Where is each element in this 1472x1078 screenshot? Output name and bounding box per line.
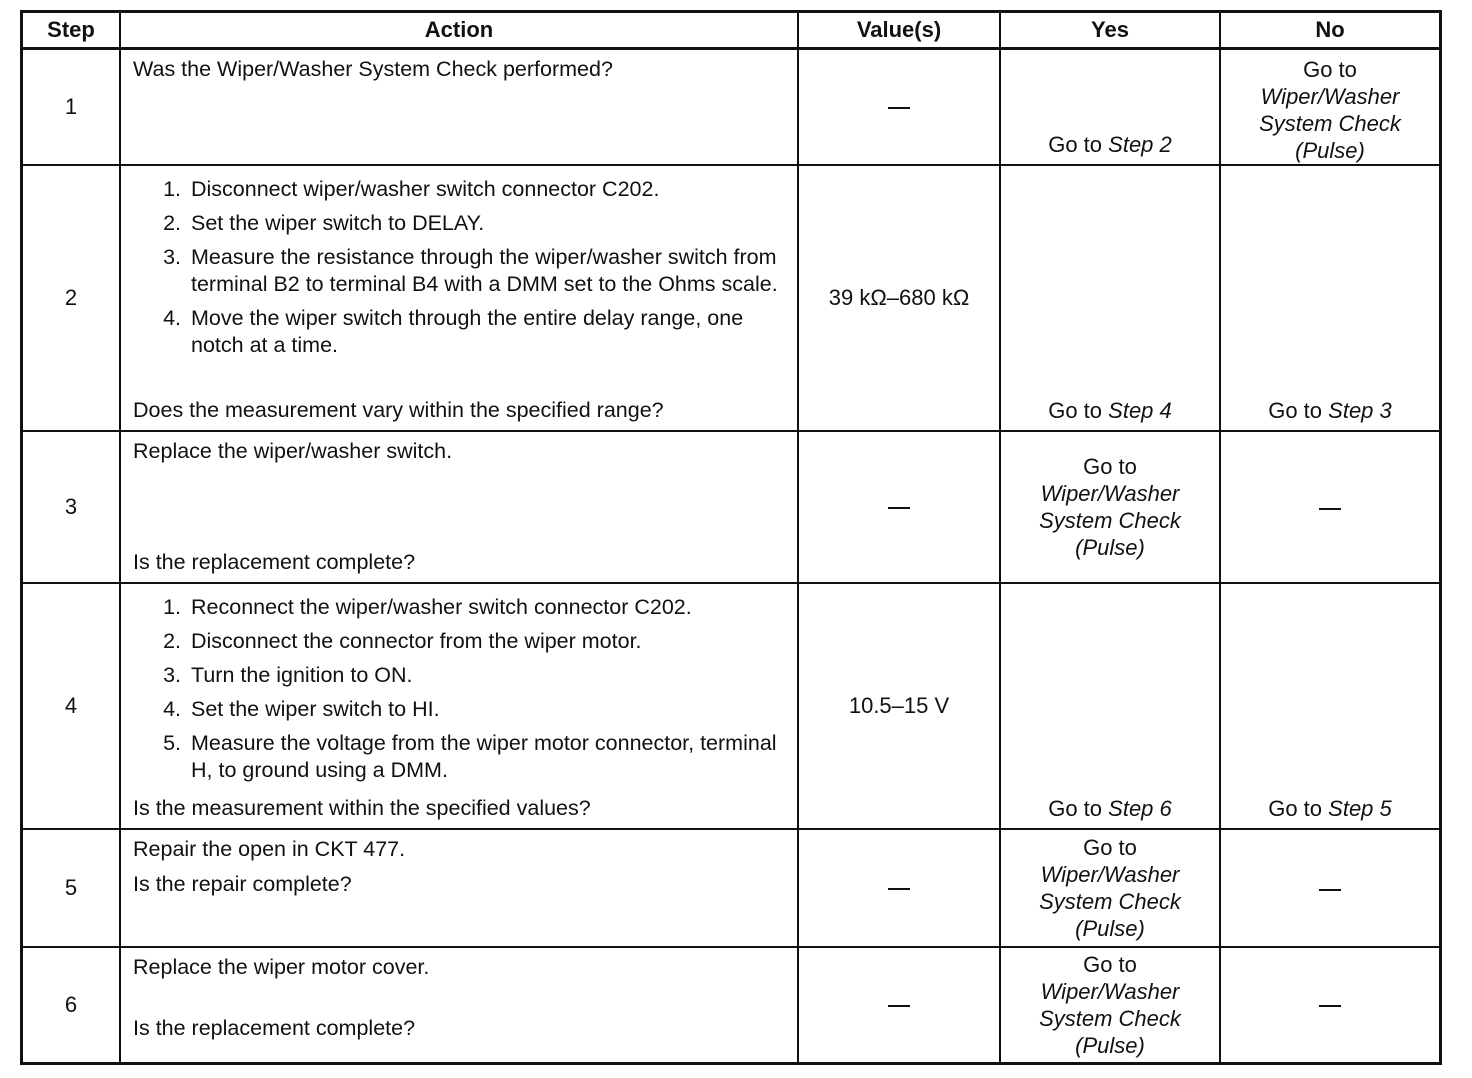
procedure-step: 3. Measure the resistance through the wiper/washer switch from terminal B2 to terminal B4 with a DMM set to the Ohms scale. xyxy=(187,244,787,298)
yes-ref[interactable]: Step 4 xyxy=(1108,398,1172,423)
step-number: 4 xyxy=(22,583,121,829)
action-cell xyxy=(120,431,798,583)
step-number: 1 xyxy=(22,49,121,166)
no-cell xyxy=(1220,49,1441,166)
yes-ref[interactable]: Step 2 xyxy=(1108,132,1172,157)
no-ref[interactable]: Step 3 xyxy=(1328,398,1392,423)
procedure-step: 4. Set the wiper switch to HI. xyxy=(187,696,787,723)
dash-mark xyxy=(888,1005,910,1007)
diagnostic-table xyxy=(20,10,1442,1065)
yes-cell xyxy=(1000,947,1220,1063)
no-cell xyxy=(1220,829,1441,947)
step-number: 2 xyxy=(22,165,121,431)
procedure-step: 1. Reconnect the wiper/washer switch connector C202. xyxy=(187,594,787,621)
yes-prefix: Go to xyxy=(1083,835,1137,860)
action-text: Replace the wiper/washer switch. xyxy=(133,439,453,463)
value-cell xyxy=(798,431,1000,583)
procedure-list xyxy=(133,176,787,366)
header-step: Step xyxy=(22,12,121,49)
value-cell xyxy=(798,829,1000,947)
dash-mark xyxy=(1319,889,1341,891)
dash-mark xyxy=(888,507,910,509)
action-text: Repair the open in CKT 477. xyxy=(133,837,406,861)
yes-prefix: Go to xyxy=(1048,132,1103,157)
procedure-step: 5. Measure the voltage from the wiper motor connector, terminal H, to ground using a DMM. xyxy=(187,730,787,784)
value-cell: 10.5–15 V xyxy=(798,583,1000,829)
yes-ref[interactable]: Wiper/Washer System Check (Pulse) xyxy=(1039,978,1181,1058)
header-action: Action xyxy=(120,12,798,49)
header-row xyxy=(22,12,1441,49)
no-prefix: Go to xyxy=(1268,796,1323,821)
action-cell xyxy=(120,165,798,431)
action-question: Is the replacement complete? xyxy=(133,550,416,574)
table-row xyxy=(22,431,1441,583)
yes-prefix: Go to xyxy=(1083,951,1137,977)
yes-cell xyxy=(1000,49,1220,166)
value-cell xyxy=(798,947,1000,1063)
step-number: 3 xyxy=(22,431,121,583)
action-text: Replace the wiper motor cover. xyxy=(133,955,430,979)
action-question: Is the replacement complete? xyxy=(133,1016,416,1040)
yes-prefix: Go to xyxy=(1083,454,1137,479)
no-ref[interactable]: Step 5 xyxy=(1328,796,1392,821)
action-question: Is the repair complete? xyxy=(133,872,352,896)
table-row xyxy=(22,947,1441,1063)
yes-ref[interactable]: Wiper/Washer System Check (Pulse) xyxy=(1039,862,1181,941)
yes-ref[interactable]: Wiper/Washer System Check (Pulse) xyxy=(1039,481,1181,560)
step-number: 6 xyxy=(22,947,121,1063)
table-row xyxy=(22,829,1441,947)
header-yes: Yes xyxy=(1000,12,1220,49)
no-prefix: Go to xyxy=(1303,57,1357,82)
action-cell xyxy=(120,49,798,166)
dash-mark xyxy=(1319,1005,1341,1007)
step-number: 5 xyxy=(22,829,121,947)
yes-prefix: Go to xyxy=(1048,398,1103,423)
action-question: Does the measurement vary within the specified range? xyxy=(133,398,664,422)
action-cell xyxy=(120,583,798,829)
no-ref[interactable]: Wiper/Washer System Check (Pulse) xyxy=(1259,84,1401,163)
yes-cell xyxy=(1000,829,1220,947)
value-cell: 39 kΩ–680 kΩ xyxy=(798,165,1000,431)
yes-cell xyxy=(1000,431,1220,583)
dash-mark xyxy=(888,888,910,890)
no-cell xyxy=(1220,165,1441,431)
procedure-step: 1. Disconnect wiper/washer switch connector C202. xyxy=(187,176,787,203)
table-row xyxy=(22,49,1441,166)
yes-cell xyxy=(1000,583,1220,829)
yes-cell xyxy=(1000,165,1220,431)
value-cell xyxy=(798,49,1000,166)
procedure-step: 3. Turn the ignition to ON. xyxy=(187,662,787,689)
dash-mark xyxy=(1319,508,1341,510)
procedure-step: 4. Move the wiper switch through the entire delay range, one notch at a time. xyxy=(187,305,787,359)
yes-ref[interactable]: Step 6 xyxy=(1108,796,1172,821)
dash-mark xyxy=(888,107,910,109)
no-cell xyxy=(1220,431,1441,583)
no-prefix: Go to xyxy=(1268,398,1323,423)
table-row xyxy=(22,165,1441,431)
header-values: Value(s) xyxy=(798,12,1000,49)
action-cell xyxy=(120,829,798,947)
table-row xyxy=(22,583,1441,829)
no-cell xyxy=(1220,947,1441,1063)
procedure-step: 2. Set the wiper switch to DELAY. xyxy=(187,210,787,237)
action-text: Was the Wiper/Washer System Check performed? xyxy=(133,57,613,81)
procedure-list xyxy=(133,594,787,791)
header-no: No xyxy=(1220,12,1441,49)
no-cell xyxy=(1220,583,1441,829)
procedure-step: 2. Disconnect the connector from the wiper motor. xyxy=(187,628,787,655)
action-cell xyxy=(120,947,798,1063)
yes-prefix: Go to xyxy=(1048,796,1103,821)
action-question: Is the measurement within the specified values? xyxy=(133,796,591,820)
